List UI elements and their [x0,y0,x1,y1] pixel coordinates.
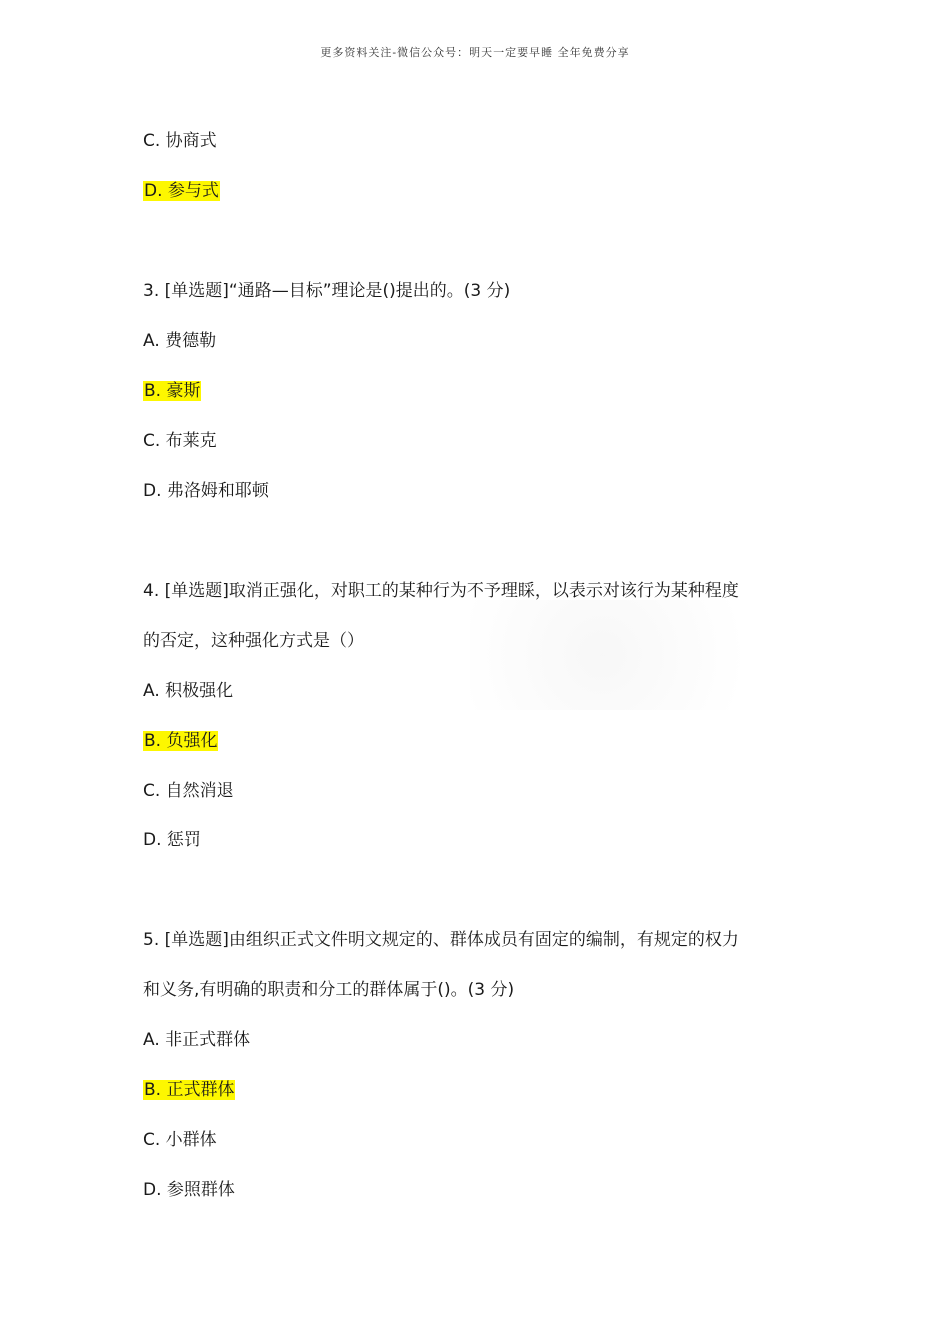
page-header: 更多资料关注-微信公众号：明天一定要早睡 全年免费分享 [320,46,630,59]
q4-option-c: C. 自然消退 [143,781,234,801]
q5-option-c: C. 小群体 [143,1130,217,1150]
q5-option-b [143,1076,235,1104]
q4-option-d: D. 惩罚 [143,830,201,850]
correct-answer-highlight: B. 正式群体 [144,1080,235,1100]
q3-option-a: A. 费德勒 [143,331,217,351]
q2-option-c: C. 协商式 [143,131,217,151]
watermark-smudge [470,600,800,710]
q4-stem-line1: 4. [单选题]取消正强化，对职工的某种行为不予理睬，以表示对该行为某种程度 [143,581,739,601]
correct-answer-highlight: D. 参与式 [144,181,219,201]
q5-stem-line2: 和义务,有明确的职责和分工的群体属于()。(3 分) [143,980,515,1000]
correct-answer-highlight: B. 负强化 [144,731,218,751]
q2-option-d [143,177,220,205]
q3-stem: 3. [单选题]“通路—目标”理论是()提出的。(3 分) [143,281,511,301]
q5-stem-line1: 5. [单选题]由组织正式文件明文规定的、群体成员有固定的编制，有规定的权力 [143,930,739,950]
q4-stem-line2: 的否定，这种强化方式是（） [143,631,364,651]
q5-option-d: D. 参照群体 [143,1180,235,1200]
q3-option-b [143,377,201,405]
q5-option-a: A. 非正式群体 [143,1030,251,1050]
q4-option-b [143,727,218,755]
correct-answer-highlight: B. 豪斯 [144,381,201,401]
q4-option-a: A. 积极强化 [143,681,234,701]
q3-option-c: C. 布莱克 [143,431,217,451]
q3-option-d: D. 弗洛姆和耶顿 [143,481,269,501]
